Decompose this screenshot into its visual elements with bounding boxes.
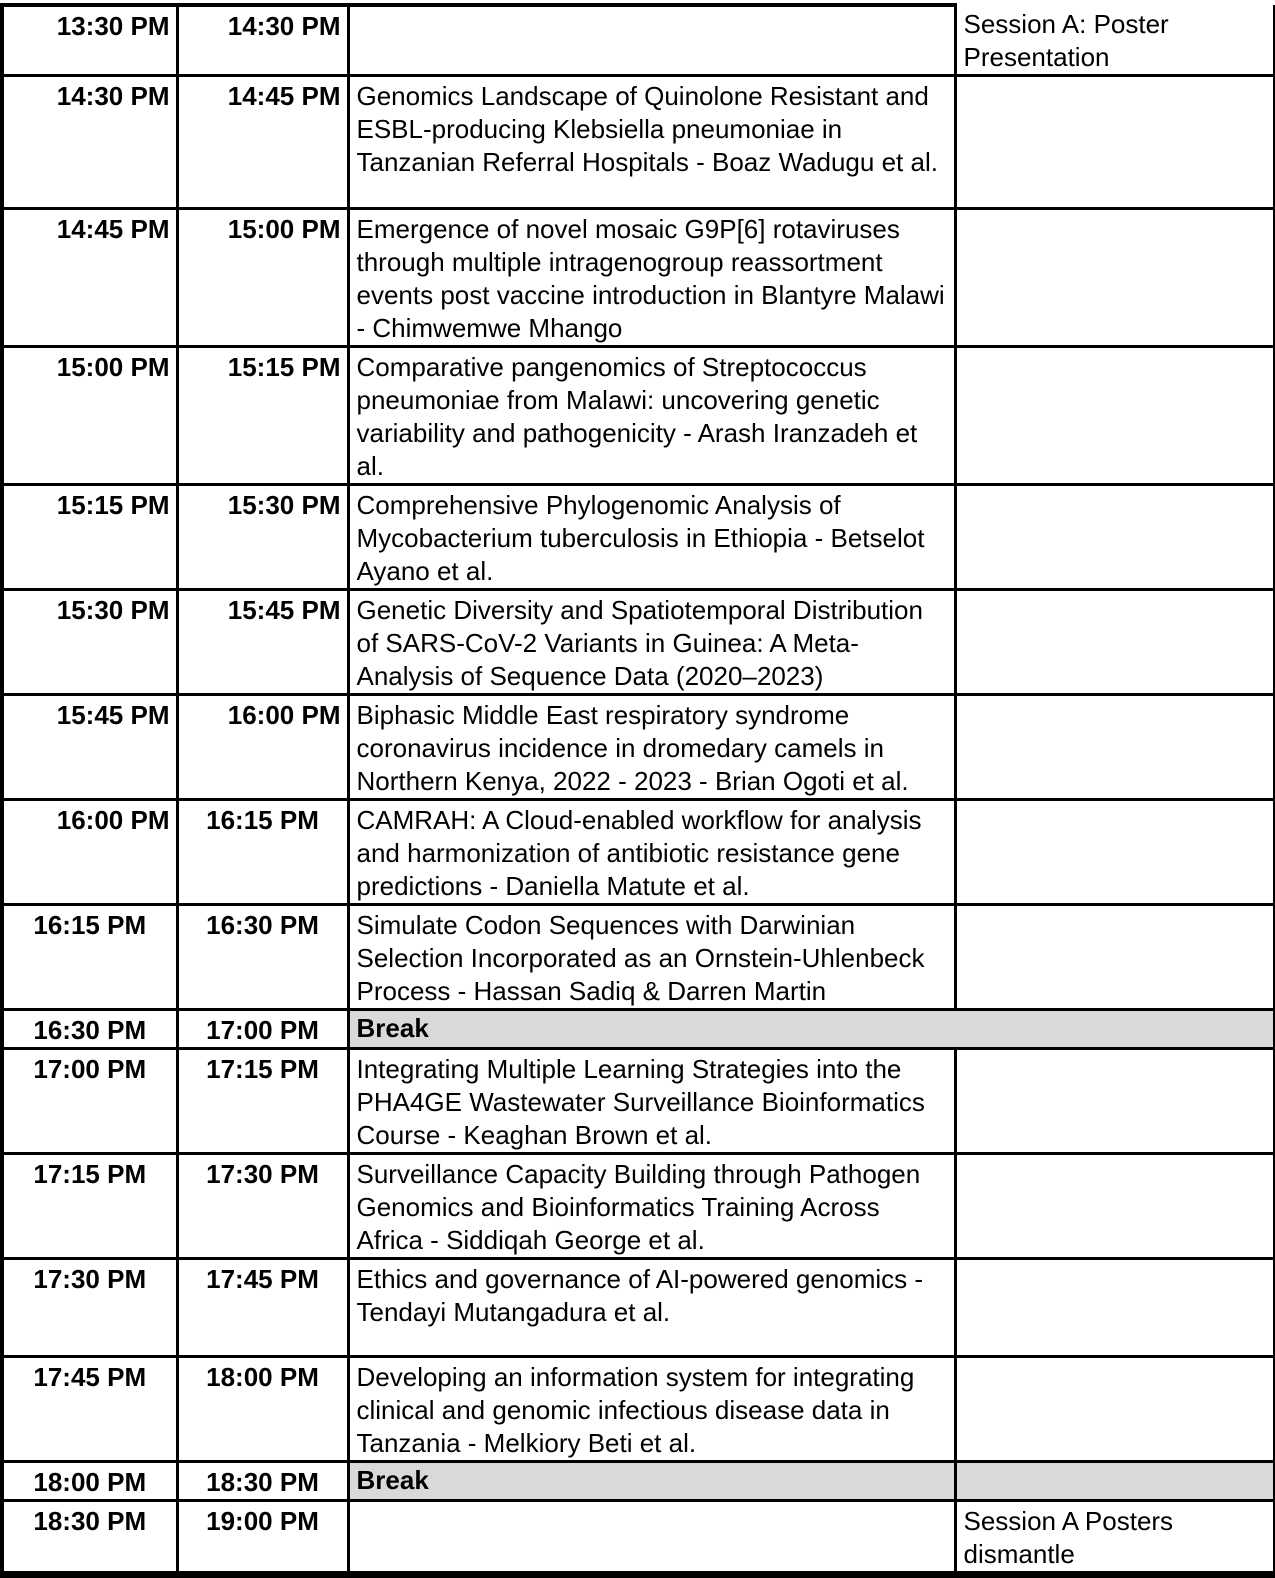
start-time-cell: 16:30 PM [2, 1010, 177, 1049]
end-time-cell: 15:45 PM [177, 590, 348, 695]
session-title-cell: Developing an information system for integrating clinical and genomic infectious disease data in Tanzania - Melkiory Beti et al. [348, 1357, 955, 1462]
table-row [2, 800, 1274, 905]
end-time-cell: 16:30 PM [177, 905, 348, 1010]
note-cell [955, 590, 1274, 695]
session-title-cell: Biphasic Middle East respiratory syndrome coronavirus incidence in dromedary camels in Northern Kenya, 2022 - 2023 - Brian Ogoti et al. [348, 695, 955, 800]
end-time-cell: 15:15 PM [177, 347, 348, 485]
start-time-cell: 17:00 PM [2, 1049, 177, 1154]
table-row [2, 1049, 1274, 1154]
start-time-cell: 15:15 PM [2, 485, 177, 590]
table-row [2, 1501, 1274, 1575]
note-cell: Session A: Poster Presentation [955, 5, 1274, 76]
break-row [2, 1010, 1274, 1049]
table-row [2, 76, 1274, 209]
end-time-cell: 18:30 PM [177, 1462, 348, 1501]
table-row [2, 485, 1274, 590]
start-time-cell: 18:30 PM [2, 1501, 177, 1575]
session-title-cell: Comprehensive Phylogenomic Analysis of Mycobacterium tuberculosis in Ethiopia - Betselot Ayano et al. [348, 485, 955, 590]
start-time-cell: 15:00 PM [2, 347, 177, 485]
break-cell: Break [348, 1462, 955, 1501]
schedule-table [0, 3, 1275, 1578]
note-cell [955, 485, 1274, 590]
start-time-cell: 15:45 PM [2, 695, 177, 800]
note-cell [955, 1462, 1274, 1501]
start-time-cell: 15:30 PM [2, 590, 177, 695]
end-time-cell: 14:30 PM [177, 5, 348, 76]
session-title-cell: Integrating Multiple Learning Strategies into the PHA4GE Wastewater Surveillance Bioinformatics Course - Keaghan Brown et al. [348, 1049, 955, 1154]
end-time-cell: 18:00 PM [177, 1357, 348, 1462]
note-cell [955, 347, 1274, 485]
end-time-cell: 16:15 PM [177, 800, 348, 905]
note-cell [955, 1259, 1274, 1357]
end-time-cell: 17:15 PM [177, 1049, 348, 1154]
table-row [2, 590, 1274, 695]
session-title-cell [348, 5, 955, 76]
end-time-cell: 16:00 PM [177, 695, 348, 800]
session-title-cell: CAMRAH: A Cloud-enabled workflow for analysis and harmonization of antibiotic resistance gene predictions - Daniella Matute et al. [348, 800, 955, 905]
start-time-cell: 14:45 PM [2, 209, 177, 347]
start-time-cell: 16:15 PM [2, 905, 177, 1010]
break-cell: Break [348, 1010, 1274, 1049]
table-row [2, 347, 1274, 485]
start-time-cell: 18:00 PM [2, 1462, 177, 1501]
start-time-cell: 14:30 PM [2, 76, 177, 209]
end-time-cell: 15:00 PM [177, 209, 348, 347]
table-row [2, 1259, 1274, 1357]
table-row [2, 5, 1274, 76]
session-title-cell: Surveillance Capacity Building through Pathogen Genomics and Bioinformatics Training Across Africa - Siddiqah George et al. [348, 1154, 955, 1259]
table-row [2, 695, 1274, 800]
note-cell [955, 1154, 1274, 1259]
end-time-cell: 17:45 PM [177, 1259, 348, 1357]
note-cell [955, 800, 1274, 905]
end-time-cell: 17:00 PM [177, 1010, 348, 1049]
table-row [2, 1154, 1274, 1259]
table-row [2, 905, 1274, 1010]
session-title-cell: Emergence of novel mosaic G9P[6] rotaviruses through multiple intragenogroup reassortment events post vaccine introduction in Blantyre Malawi - Chimwemwe Mhango [348, 209, 955, 347]
start-time-cell: 16:00 PM [2, 800, 177, 905]
note-cell [955, 1049, 1274, 1154]
table-row [2, 1357, 1274, 1462]
break-row [2, 1462, 1274, 1501]
start-time-cell: 17:15 PM [2, 1154, 177, 1259]
note-cell [955, 695, 1274, 800]
end-time-cell: 15:30 PM [177, 485, 348, 590]
session-title-cell: Simulate Codon Sequences with Darwinian Selection Incorporated as an Ornstein-Uhlenbeck Process - Hassan Sadiq & Darren Martin [348, 905, 955, 1010]
note-cell [955, 209, 1274, 347]
note-cell [955, 905, 1274, 1010]
session-title-cell: Genomics Landscape of Quinolone Resistant and ESBL-producing Klebsiella pneumoniae in Tanzanian Referral Hospitals - Boaz Wadugu et al. [348, 76, 955, 209]
session-title-cell [348, 1501, 955, 1575]
session-title-cell: Comparative pangenomics of Streptococcus pneumoniae from Malawi: uncovering genetic variability and pathogenicity - Arash Iranzadeh et al. [348, 347, 955, 485]
end-time-cell: 19:00 PM [177, 1501, 348, 1575]
note-cell [955, 1357, 1274, 1462]
table-row [2, 209, 1274, 347]
end-time-cell: 17:30 PM [177, 1154, 348, 1259]
start-time-cell: 13:30 PM [2, 5, 177, 76]
note-cell [955, 76, 1274, 209]
start-time-cell: 17:45 PM [2, 1357, 177, 1462]
start-time-cell: 17:30 PM [2, 1259, 177, 1357]
note-cell: Session A Posters dismantle [955, 1501, 1274, 1575]
session-title-cell: Genetic Diversity and Spatiotemporal Distribution of SARS-CoV-2 Variants in Guinea: A Meta-Analysis of Sequence Data (2020–2023) [348, 590, 955, 695]
end-time-cell: 14:45 PM [177, 76, 348, 209]
session-title-cell: Ethics and governance of AI-powered genomics - Tendayi Mutangadura et al. [348, 1259, 955, 1357]
